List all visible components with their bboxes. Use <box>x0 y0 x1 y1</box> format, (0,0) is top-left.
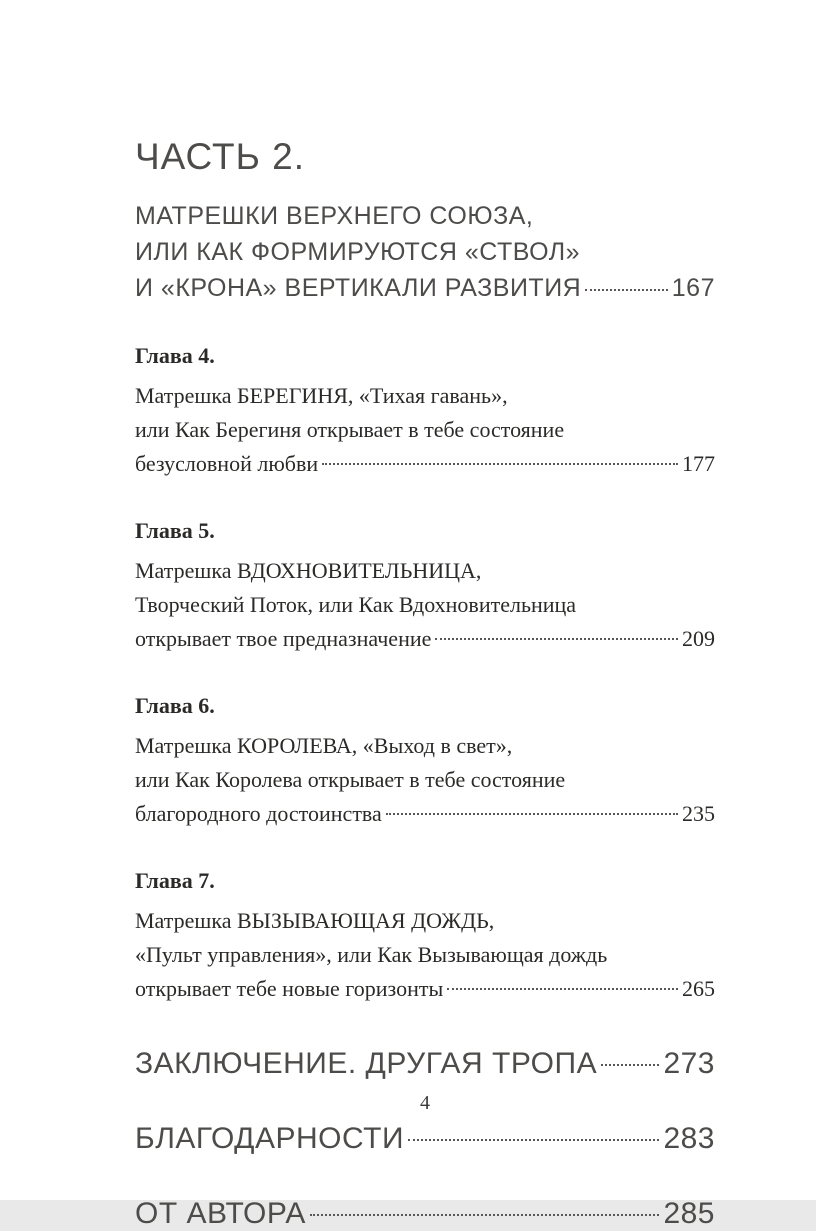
chapter-page-ref: 177 <box>682 451 715 476</box>
chapter-entry <box>135 339 715 481</box>
dot-leader <box>601 1064 659 1066</box>
chapter-title-line: Матрешка БЕРЕГИНЯ, «Тихая гавань», <box>135 383 508 408</box>
chapter-title-line: «Пульт управления», или Как Вызывающая дождь <box>135 942 608 967</box>
chapter-title-line: открывает тебе новые горизонты <box>135 976 444 1001</box>
end-section-page-ref: 273 <box>663 1047 715 1080</box>
end-section-entry <box>135 1122 715 1156</box>
end-section-entry <box>135 1197 715 1231</box>
chapter-title-row <box>135 622 715 656</box>
chapter-title-row <box>135 797 715 831</box>
end-section-label: БЛАГОДАРНОСТИ <box>135 1122 405 1155</box>
dot-leader <box>585 289 668 291</box>
chapter-title-row <box>135 447 715 481</box>
end-section-entry <box>135 1047 715 1081</box>
part-title-line: МАТРЕШКИ ВЕРХНЕГО СОЮЗА, <box>135 202 534 230</box>
part-title-line: И «КРОНА» ВЕРТИКАЛИ РАЗВИТИЯ <box>135 274 582 302</box>
chapter-label: Глава 4. <box>135 343 215 368</box>
chapter-label: Глава 7. <box>135 868 215 893</box>
chapter-entry <box>135 514 715 656</box>
dot-leader <box>435 638 678 640</box>
chapter-title-line: Творческий Поток, или Как Вдохновительница <box>135 592 577 617</box>
chapter-title-line: Матрешка ВДОХНОВИТЕЛЬНИЦА, <box>135 558 482 583</box>
chapter-title-line: или Как Берегиня открывает в тебе состояние <box>135 417 565 442</box>
dot-leader <box>310 1214 660 1216</box>
chapter-title-line: или Как Королева открывает в тебе состояние <box>135 767 566 792</box>
end-section-label: ОТ АВТОРА <box>135 1197 306 1230</box>
dot-leader <box>386 813 678 815</box>
chapter-title-line: Матрешка КОРОЛЕВА, «Выход в свет», <box>135 733 513 758</box>
dot-leader <box>408 1139 659 1141</box>
part-entry <box>135 136 715 306</box>
part-title-line: ИЛИ КАК ФОРМИРУЮТСЯ «СТВОЛ» <box>135 238 581 266</box>
dot-leader <box>322 463 678 465</box>
chapter-page-ref: 265 <box>682 976 715 1001</box>
chapter-entry <box>135 689 715 831</box>
end-section-label: ЗАКЛЮЧЕНИЕ. ДРУГАЯ ТРОПА <box>135 1047 598 1080</box>
chapter-title-line: безусловной любви <box>135 451 319 476</box>
part-title-row <box>135 270 715 306</box>
chapter-page-ref: 235 <box>682 801 715 826</box>
part-page-ref: 167 <box>671 274 715 302</box>
folio-page-number: 4 <box>420 1092 430 1114</box>
chapter-label: Глава 5. <box>135 518 215 543</box>
part-heading: ЧАСТЬ 2. <box>135 136 306 177</box>
end-section-page-ref: 285 <box>663 1197 715 1230</box>
chapter-entry <box>135 864 715 1006</box>
chapter-title-row <box>135 972 715 1006</box>
chapter-title-line: Матрешка ВЫЗЫВАЮЩАЯ ДОЖДЬ, <box>135 908 495 933</box>
table-of-contents <box>135 136 715 1231</box>
dot-leader <box>447 988 678 990</box>
chapter-label: Глава 6. <box>135 693 215 718</box>
chapter-page-ref: 209 <box>682 626 715 651</box>
chapter-title-line: благородного достоинства <box>135 801 382 826</box>
end-section-page-ref: 283 <box>663 1122 715 1155</box>
chapter-title-line: открывает твое предназначение <box>135 626 432 651</box>
